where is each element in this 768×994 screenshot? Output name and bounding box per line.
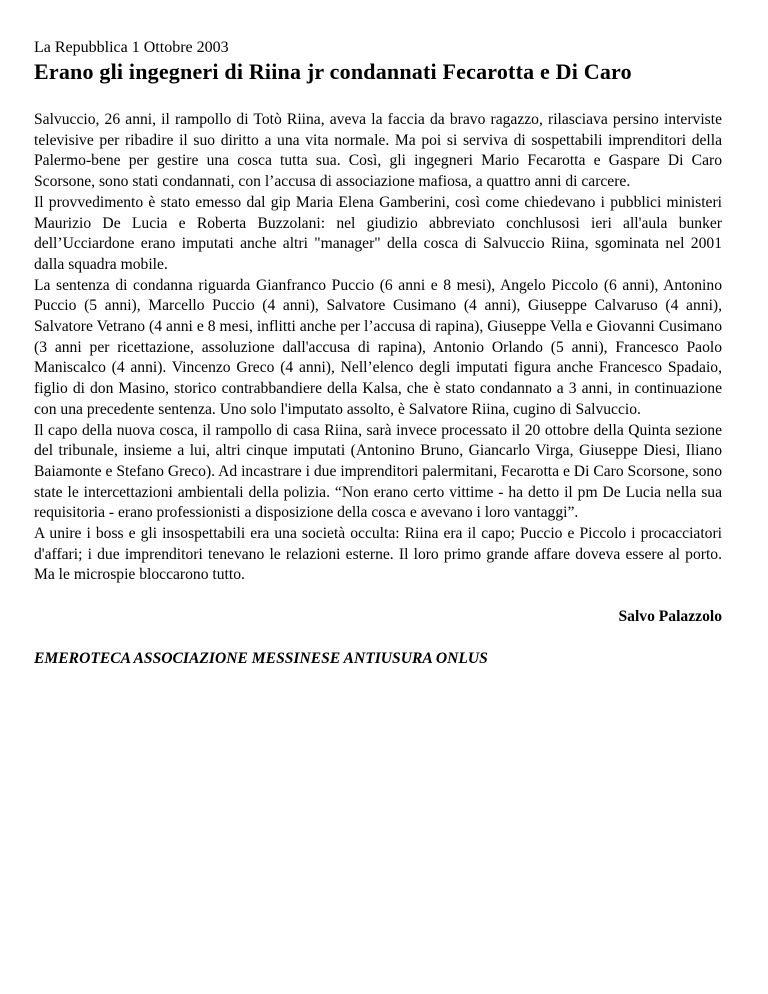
author-byline: Salvo Palazzolo <box>618 608 722 626</box>
footer-credit: EMEROTECA ASSOCIAZIONE MESSINESE ANTIUSURA ONLUS <box>34 650 488 668</box>
paragraph-5: A unire i boss e gli insospettabili era una società occulta: Riina era il capo; Puccio e Piccolo i procacciatori d'affari; i due imprenditori tenevano le relazioni esterne. Il loro primo grande affare doveva essere al porto. Ma le microspie bloccarono tutto. <box>34 525 722 584</box>
paragraph-1: Salvuccio, 26 anni, il rampollo di Totò Riina, aveva la faccia da bravo ragazzo, rilasciava persino interviste televisive per ribadire il suo diritto a una vita normale. Ma poi si serviva di sospettabili imprenditori della Palermo-bene per gestire una cosca tutta sua. Così, gli ingegneri Mario Fecarotta e Gaspare Di Caro Scorsone, sono stati condannati, con l’accusa di associazione mafiosa, a quattro anni di carcere. <box>34 111 722 191</box>
paragraph-4: Il capo della nuova cosca, il rampollo di casa Riina, sarà invece processato il 20 ottobre della Quinta sezione del tribunale, insieme a lui, altri cinque imputati (Antonino Bruno, Giancarlo Virga, Giuseppe Diesi, Iliano Baiamonte e Stefano Greco). Ad incastrare i due imprenditori palermitani, Fecarotta e Di Caro Scorsone, sono state le intercettazioni ambientali della polizia. “Non erano certo vittime - ha detto il pm De Lucia nella sua requisitoria - erano professionisti a disposizione della cosca e avevano i loro vantaggi”. <box>34 421 722 522</box>
document-page <box>34 38 722 669</box>
article-headline: Erano gli ingegneri di Riina jr condannati Fecarotta e Di Caro <box>34 59 632 84</box>
paragraph-2: Il provvedimento è stato emesso dal gip Maria Elena Gamberini, così come chiedevano i pubblici ministeri Maurizio De Lucia e Roberta Buzzolani: nel giudizio abbreviato conchlusosi ieri all'aula bunker dell’Ucciardone erano imputati anche altri "manager" della cosca di Salvuccio Riina, sgominata nel 2001 dalla squadra mobile. <box>34 193 722 273</box>
paragraph-3: La sentenza di condanna riguarda Gianfranco Puccio (6 anni e 8 mesi), Angelo Piccolo (6 anni), Antonino Puccio (5 anni), Marcello Puccio (4 anni), Salvatore Cusimano (4 anni), Giuseppe Calvaruso (4 anni), Salvatore Vetrano (4 anni e 8 mesi, inflitti anche per l’accusa di rapina), Giuseppe Vella e Giovanni Cusimano (3 anni per ricettazione, assoluzione dall'accusa di rapina), Antonio Orlando (5 anni), Francesco Paolo Maniscalco (4 anni). Vincenzo Greco (4 anni), Nell’elenco degli imputati figura anche Francesco Spadaio, figlio di don Masino, storico contrabbandiere della Kalsa, che è stato condannato a 3 anni, in continuazione con una precedente sentenza. Uno solo l'imputato assolto, è Salvatore Riina, cugino di Salvuccio. <box>34 276 722 418</box>
source-line: La Repubblica 1 Ottobre 2003 <box>34 39 229 56</box>
article-body <box>34 110 722 586</box>
